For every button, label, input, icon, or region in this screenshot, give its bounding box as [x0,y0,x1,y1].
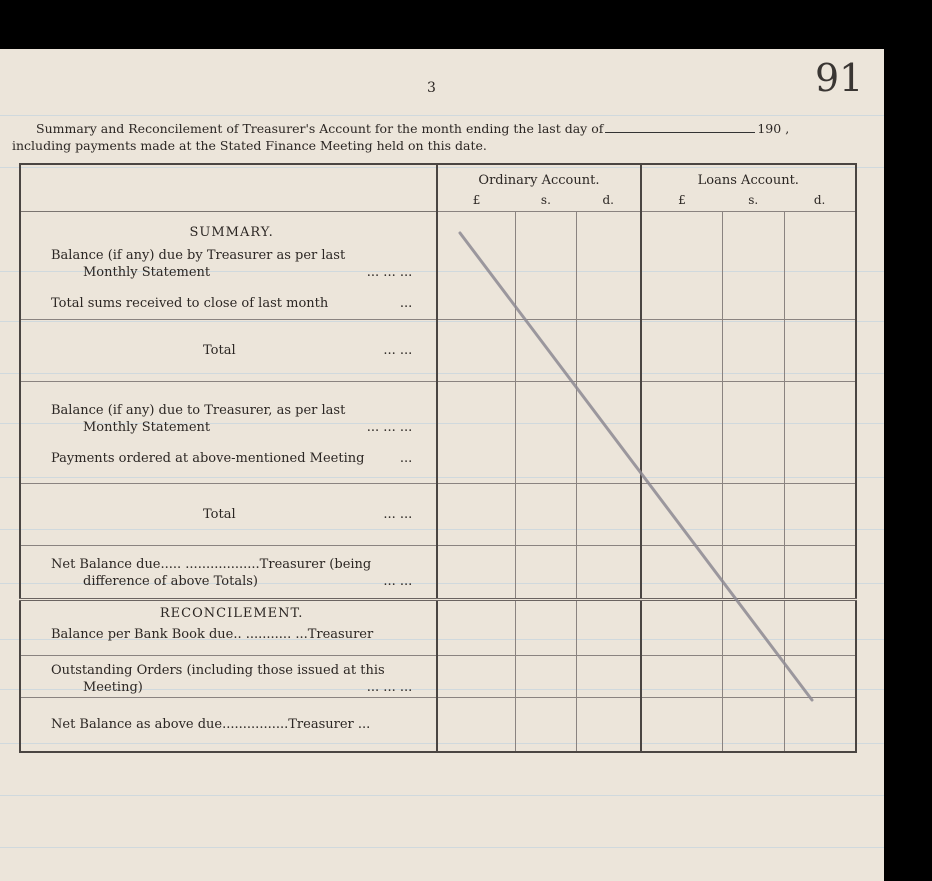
row-dots: ... ... ... [366,680,413,695]
ordinary-account-header: Ordinary Account. [437,164,640,193]
amount-cell[interactable] [437,698,515,753]
amount-cell[interactable] [722,656,784,698]
amount-cell[interactable] [437,656,515,698]
amount-cell[interactable] [784,320,856,382]
row-text: difference of above Totals) [83,574,258,589]
amount-cell[interactable] [437,320,515,382]
table-row [20,600,856,656]
amount-cell[interactable] [722,698,784,753]
amount-cell[interactable] [641,600,723,656]
amount-cell[interactable] [515,212,577,320]
row-net-balance [20,546,437,600]
summary-title: SUMMARY. [189,225,274,240]
amount-cell[interactable] [515,382,577,484]
row-text: Balance (if any) due by Treasurer as per last [51,248,346,263]
amount-cell[interactable] [722,212,784,320]
amount-cell[interactable] [515,320,577,382]
ordinary-shillings-header: s. [515,193,577,212]
table-row [20,698,856,753]
row-dots: ... ... [383,574,413,589]
row-text: Balance (if any) due to Treasurer, as per last [51,403,346,418]
amount-cell[interactable] [577,382,641,484]
loans-pence-header: d. [784,193,856,212]
amount-cell[interactable] [641,320,723,382]
table-row [20,382,856,484]
amount-cell[interactable] [641,212,723,320]
heading-year: 190 [757,121,782,136]
amount-cell[interactable] [577,656,641,698]
header-blank [20,164,437,212]
amount-cell[interactable] [784,484,856,546]
page-heading: Summary and Reconcilement of Treasurer's Account for the month ending the last day of 190 , including payments made at the Stated Finance Meeting held on this date. [12,121,790,153]
amount-cell[interactable] [515,698,577,753]
amount-cell[interactable] [641,656,723,698]
table-row [20,546,856,600]
row-text: Balance per Bank Book due.. ........... ...Treasurer [51,627,374,642]
amount-cell[interactable] [577,484,641,546]
amount-cell[interactable] [641,382,723,484]
row-dots: ... ... ... [366,420,413,435]
page-number: 3 [427,80,436,96]
account-table [19,163,857,753]
amount-cell[interactable] [437,212,515,320]
folio-number: 91 [815,56,864,100]
amount-cell[interactable] [784,698,856,753]
loans-pounds-header: £ [641,193,723,212]
amount-cell[interactable] [515,484,577,546]
amount-cell[interactable] [515,600,577,656]
amount-cell[interactable] [722,546,784,600]
row-total-2 [20,484,437,546]
row-text: Net Balance as above due................Treasurer ... [51,717,371,732]
row-text: Payments ordered at above-mentioned Meeting [51,451,365,466]
amount-cell[interactable] [722,484,784,546]
row-dots: ... [399,296,413,311]
amount-cell[interactable] [437,484,515,546]
amount-cell[interactable] [577,212,641,320]
row-balance-due-to [20,382,437,484]
amount-cell[interactable] [641,484,723,546]
row-text: Monthly Statement [83,265,211,280]
row-total-1 [20,320,437,382]
amount-cell[interactable] [722,600,784,656]
amount-cell[interactable] [577,600,641,656]
amount-cell[interactable] [437,546,515,600]
row-text: Total sums received to close of last month [51,296,329,311]
table-row [20,656,856,698]
row-outstanding [20,656,437,698]
amount-cell[interactable] [784,546,856,600]
row-text: Net Balance due..... ..................Treasurer (being [51,557,372,572]
amount-cell[interactable] [784,382,856,484]
heading-line-1: Summary and Reconcilement of Treasurer's Account for the month ending the last day of [36,121,604,136]
row-text: Meeting) [83,680,143,695]
row-net-above [20,698,437,753]
amount-cell[interactable] [784,212,856,320]
heading-line-2: including payments made at the Stated Finance Meeting held on this date. [12,138,487,153]
row-balance-due-by [20,212,437,320]
amount-cell[interactable] [437,382,515,484]
amount-cell[interactable] [784,656,856,698]
month-blank[interactable] [605,132,755,133]
row-text: Monthly Statement [83,420,211,435]
row-dots: ... ... [383,507,413,522]
loans-shillings-header: s. [722,193,784,212]
amount-cell[interactable] [577,320,641,382]
row-text: Total [203,507,236,522]
row-dots: ... [399,451,413,466]
row-bank-book [20,600,437,656]
amount-cell[interactable] [577,698,641,753]
amount-cell[interactable] [515,656,577,698]
row-dots: ... ... ... [366,265,413,280]
amount-cell[interactable] [437,600,515,656]
row-text: Total [203,343,236,358]
amount-cell[interactable] [722,320,784,382]
amount-cell[interactable] [577,546,641,600]
reconcilement-title: RECONCILEMENT. [159,606,304,621]
amount-cell[interactable] [722,382,784,484]
ordinary-pounds-header: £ [437,193,515,212]
amount-cell[interactable] [784,600,856,656]
amount-cell[interactable] [641,698,723,753]
amount-cell[interactable] [515,546,577,600]
loans-account-header: Loans Account. [641,164,856,193]
table-row [20,484,856,546]
table-row [20,212,856,320]
row-dots: ... ... [383,343,413,358]
amount-cell[interactable] [641,546,723,600]
ordinary-pence-header: d. [577,193,641,212]
row-text: Outstanding Orders (including those issued at this [51,663,385,678]
table-row [20,320,856,382]
